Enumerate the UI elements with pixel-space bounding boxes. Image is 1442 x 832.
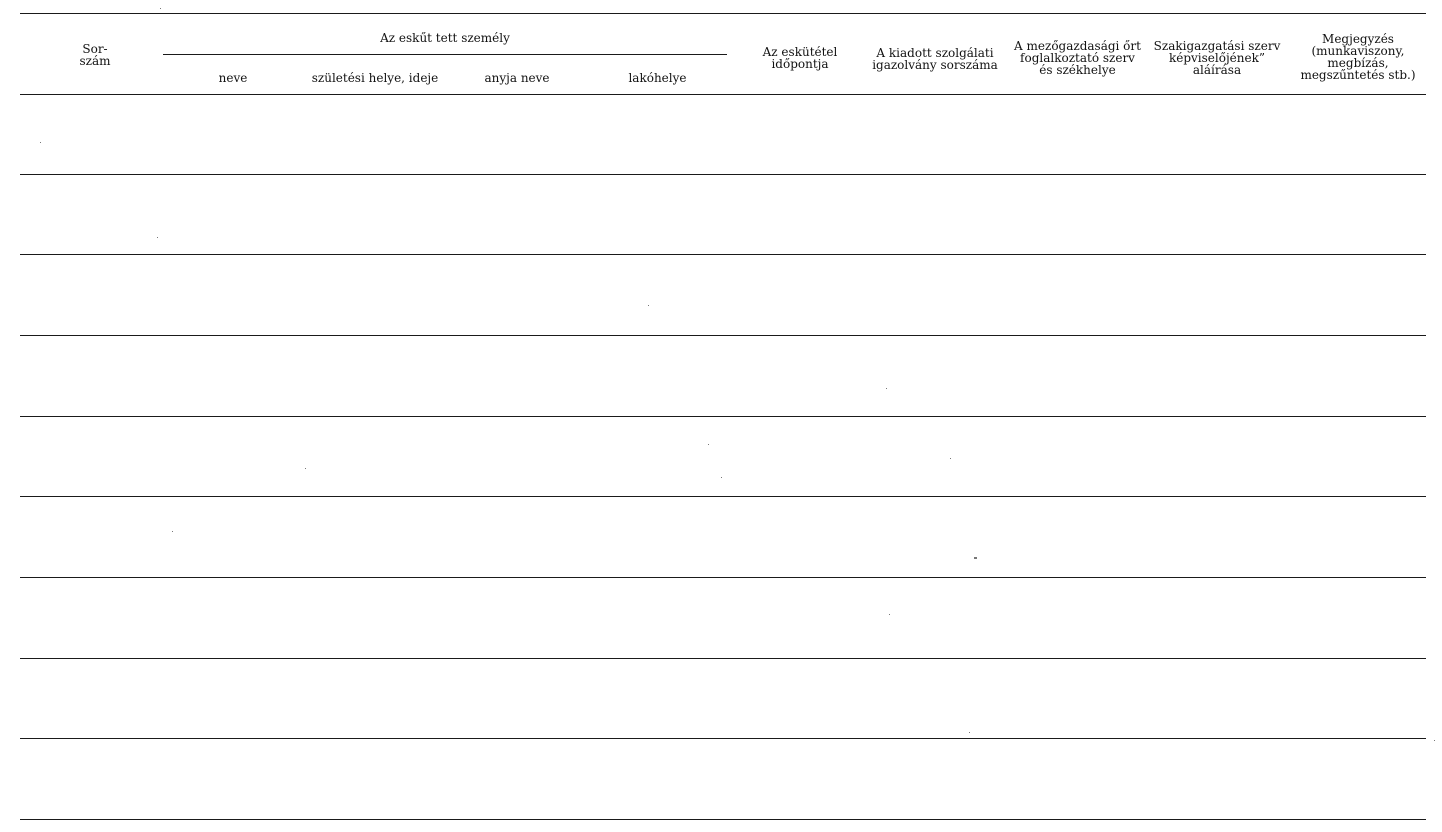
header-person-group: Az eskűt tett személy bbox=[380, 31, 510, 45]
table-row[interactable] bbox=[20, 175, 1426, 255]
row-rule bbox=[20, 335, 1426, 336]
scan-speck bbox=[721, 477, 722, 478]
header-eskutetel-idopontja: Az eskütétel időpontja bbox=[762, 45, 838, 71]
scan-speck bbox=[1434, 740, 1435, 741]
table-row[interactable] bbox=[20, 498, 1426, 578]
table-row[interactable] bbox=[20, 256, 1426, 336]
scan-speck bbox=[886, 388, 887, 389]
table-row[interactable] bbox=[20, 337, 1426, 417]
table-row[interactable] bbox=[20, 417, 1426, 497]
header-anyja-neve: anyja neve bbox=[484, 71, 550, 85]
scan-speck bbox=[950, 458, 951, 459]
scan-speck bbox=[172, 531, 173, 532]
table-row[interactable] bbox=[20, 659, 1426, 739]
table-row[interactable] bbox=[20, 740, 1426, 820]
person-group-divider bbox=[163, 54, 727, 55]
row-rule bbox=[20, 819, 1426, 820]
header-neve: neve bbox=[218, 71, 248, 85]
scan-speck bbox=[708, 444, 709, 445]
header-megjegyzes: Megjegyzés (munkaviszony, megbízás, megszűntetés stb.) bbox=[1300, 32, 1416, 82]
scan-speck bbox=[157, 237, 158, 238]
row-rule bbox=[20, 496, 1426, 497]
row-rule bbox=[20, 577, 1426, 578]
scan-speck bbox=[969, 732, 970, 733]
header-lakohelye: lakóhelye bbox=[628, 71, 687, 85]
scan-speck bbox=[889, 614, 890, 615]
scan-speck bbox=[160, 8, 161, 9]
row-rule bbox=[20, 254, 1426, 255]
scan-speck bbox=[974, 557, 977, 559]
table-row[interactable] bbox=[20, 579, 1426, 659]
scan-speck bbox=[40, 142, 41, 143]
row-rule bbox=[20, 738, 1426, 739]
table-top-rule bbox=[20, 13, 1426, 14]
table-row[interactable] bbox=[20, 95, 1426, 175]
header-alairas: Szakigazgatási szerv képviselőjének” aláírása bbox=[1153, 39, 1281, 77]
header-igazolvany-sorszama: A kiadott szolgálati igazolvány sorszáma bbox=[872, 46, 998, 72]
scan-speck bbox=[648, 305, 649, 306]
header-szuletesi: születési helye, ideje bbox=[311, 71, 439, 85]
header-sorszam: Sor- szám bbox=[79, 42, 111, 68]
scan-speck bbox=[305, 468, 306, 469]
header-foglalkoztato-szerv: A mezőgazdasági őrt foglalkoztató szerv és székhelye bbox=[1014, 39, 1141, 77]
